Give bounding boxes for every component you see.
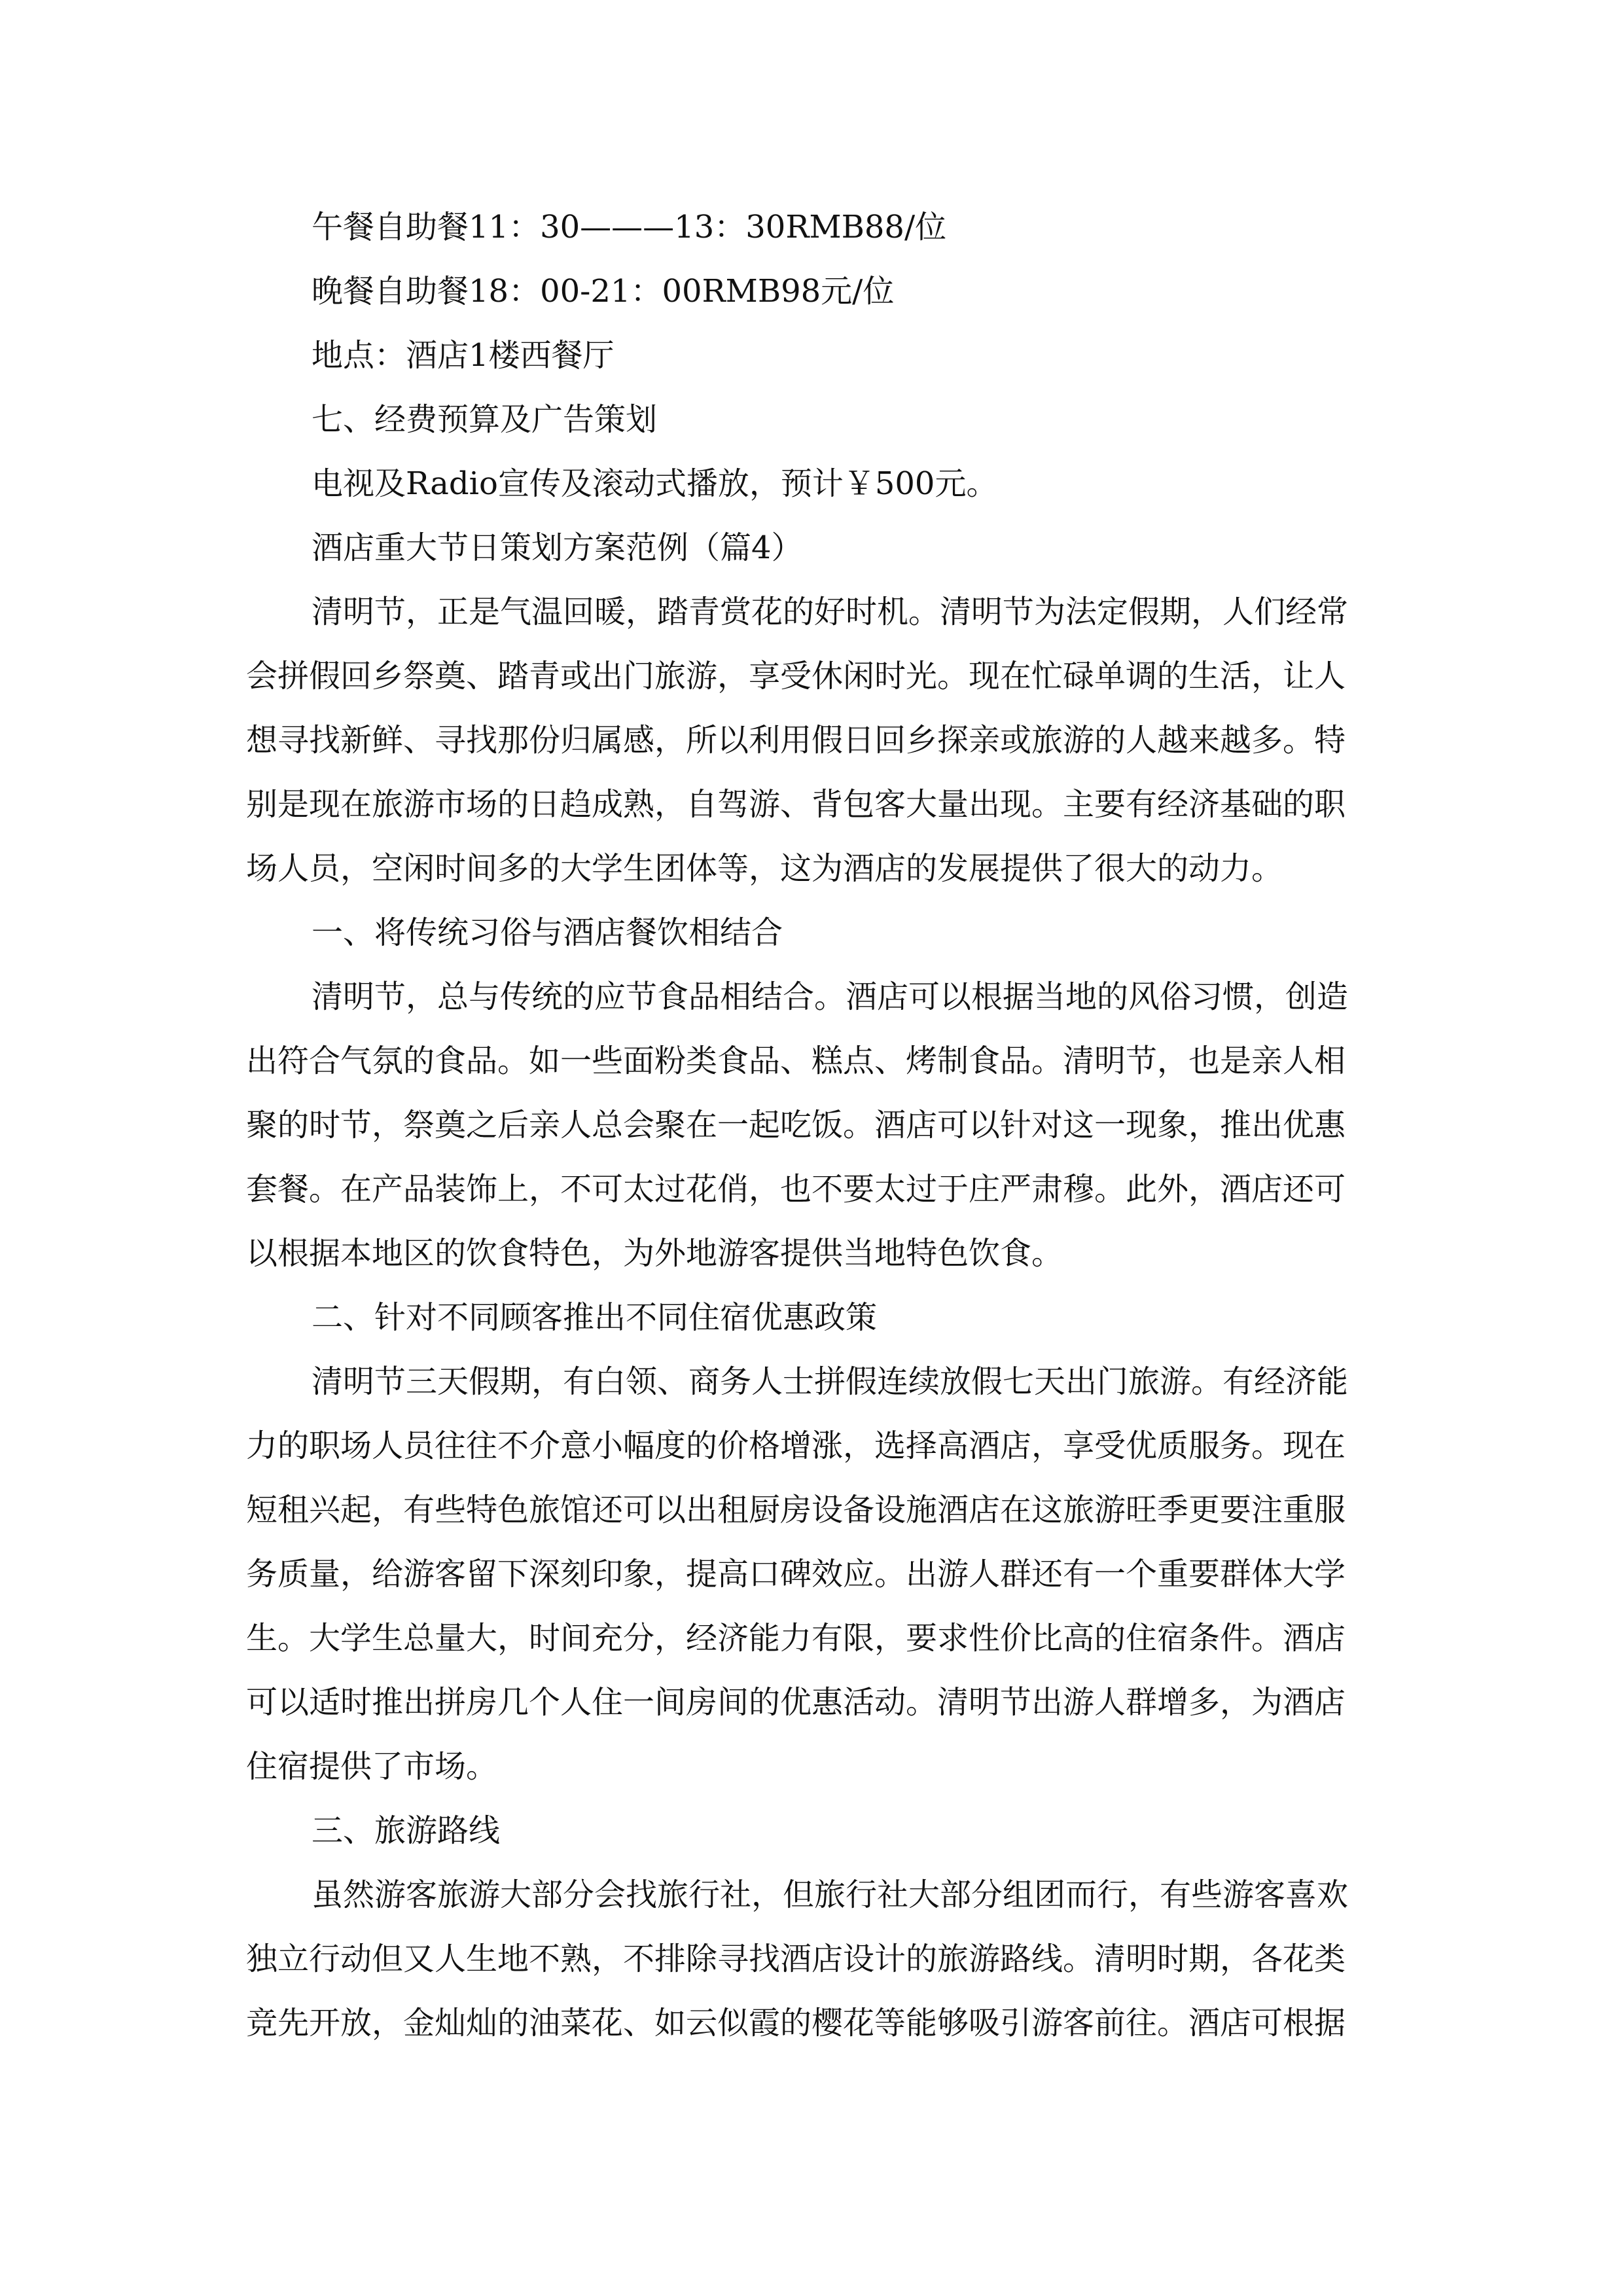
section-heading: 七、经费预算及广告策划: [312, 401, 658, 438]
paragraph-line: 别是现在旅游市场的日趋成熟，自驾游、背包客大量出现。主要有经济基础的职: [246, 786, 1346, 823]
paragraph-line: 会拼假回乡祭奠、踏青或出门旅游，享受休闲时光。现在忙碌单调的生活，让人: [246, 658, 1346, 694]
paragraph-line: 独立行动但又人生地不熟，不排除寻找酒店设计的旅游路线。清明时期，各花类: [246, 1941, 1346, 1977]
paragraph-line: 清明节，总与传统的应节食品相结合。酒店可以根据当地的风俗习惯，创造: [312, 978, 1349, 1015]
paragraph-line: 清明节三天假期，有白领、商务人士拼假连续放假七天出门旅游。有经济能: [312, 1363, 1349, 1400]
paragraph-line: 务质量，给游客留下深刻印象，提高口碑效应。出游人群还有一个重要群体大学: [246, 1556, 1346, 1592]
paragraph-line: 竞先开放，金灿灿的油菜花、如云似霞的樱花等能够吸引游客前往。酒店可根据: [246, 2005, 1346, 2041]
paragraph-line: 可以适时推出拼房几个人住一间房间的优惠活动。清明节出游人群增多，为酒店: [246, 1684, 1346, 1721]
paragraph-line: 生。大学生总量大，时间充分，经济能力有限，要求性价比高的住宿条件。酒店: [246, 1620, 1346, 1657]
section-heading: 三、旅游路线: [312, 1812, 501, 1849]
paragraph-line: 聚的时节，祭奠之后亲人总会聚在一起吃饭。酒店可以针对这一现象，推出优惠: [246, 1107, 1346, 1143]
paragraph-line: 住宿提供了市场。: [246, 1748, 498, 1785]
paragraph-line: 以根据本地区的饮食特色，为外地游客提供当地特色饮食。: [246, 1235, 1063, 1272]
paragraph-line: 短租兴起，有些特色旅馆还可以出租厨房设备设施酒店在这旅游旺季更要注重服: [246, 1492, 1346, 1528]
paragraph-line: 想寻找新鲜、寻找那份归属感，所以利用假日回乡探亲或旅游的人越来越多。特: [246, 722, 1346, 759]
section-heading: 二、针对不同顾客推出不同住宿优惠政策: [312, 1299, 878, 1336]
paragraph-line: 清明节，正是气温回暖，踏青赏花的好时机。清明节为法定假期，人们经常: [312, 594, 1349, 630]
article-title: 酒店重大节日策划方案范例（篇4）: [312, 529, 803, 566]
text-line: 午餐自助餐11：30———13：30RMB88/位: [312, 209, 947, 245]
paragraph-line: 虽然游客旅游大部分会找旅行社，但旅行社大部分组团而行，有些游客喜欢: [312, 1876, 1349, 1913]
paragraph-line: 出符合气氛的食品。如一些面粉类食品、糕点、烤制食品。清明节，也是亲人相: [246, 1043, 1346, 1079]
text-line: 电视及Radio宣传及滚动式播放，预计￥500元。: [312, 465, 998, 502]
paragraph-line: 力的职场人员往往不介意小幅度的价格增涨，选择高酒店，享受优质服务。现在: [246, 1427, 1346, 1464]
section-heading: 一、将传统习俗与酒店餐饮相结合: [312, 914, 783, 951]
text-line: 地点：酒店1楼西餐厅: [312, 337, 615, 374]
paragraph-line: 套餐。在产品装饰上，不可太过花俏，也不要太过于庄严肃穆。此外，酒店还可: [246, 1171, 1346, 1208]
paragraph-line: 场人员，空闲时间多的大学生团体等，这为酒店的发展提供了很大的动力。: [246, 850, 1283, 887]
text-line: 晚餐自助餐18：00-21：00RMB98元/位: [312, 273, 895, 310]
